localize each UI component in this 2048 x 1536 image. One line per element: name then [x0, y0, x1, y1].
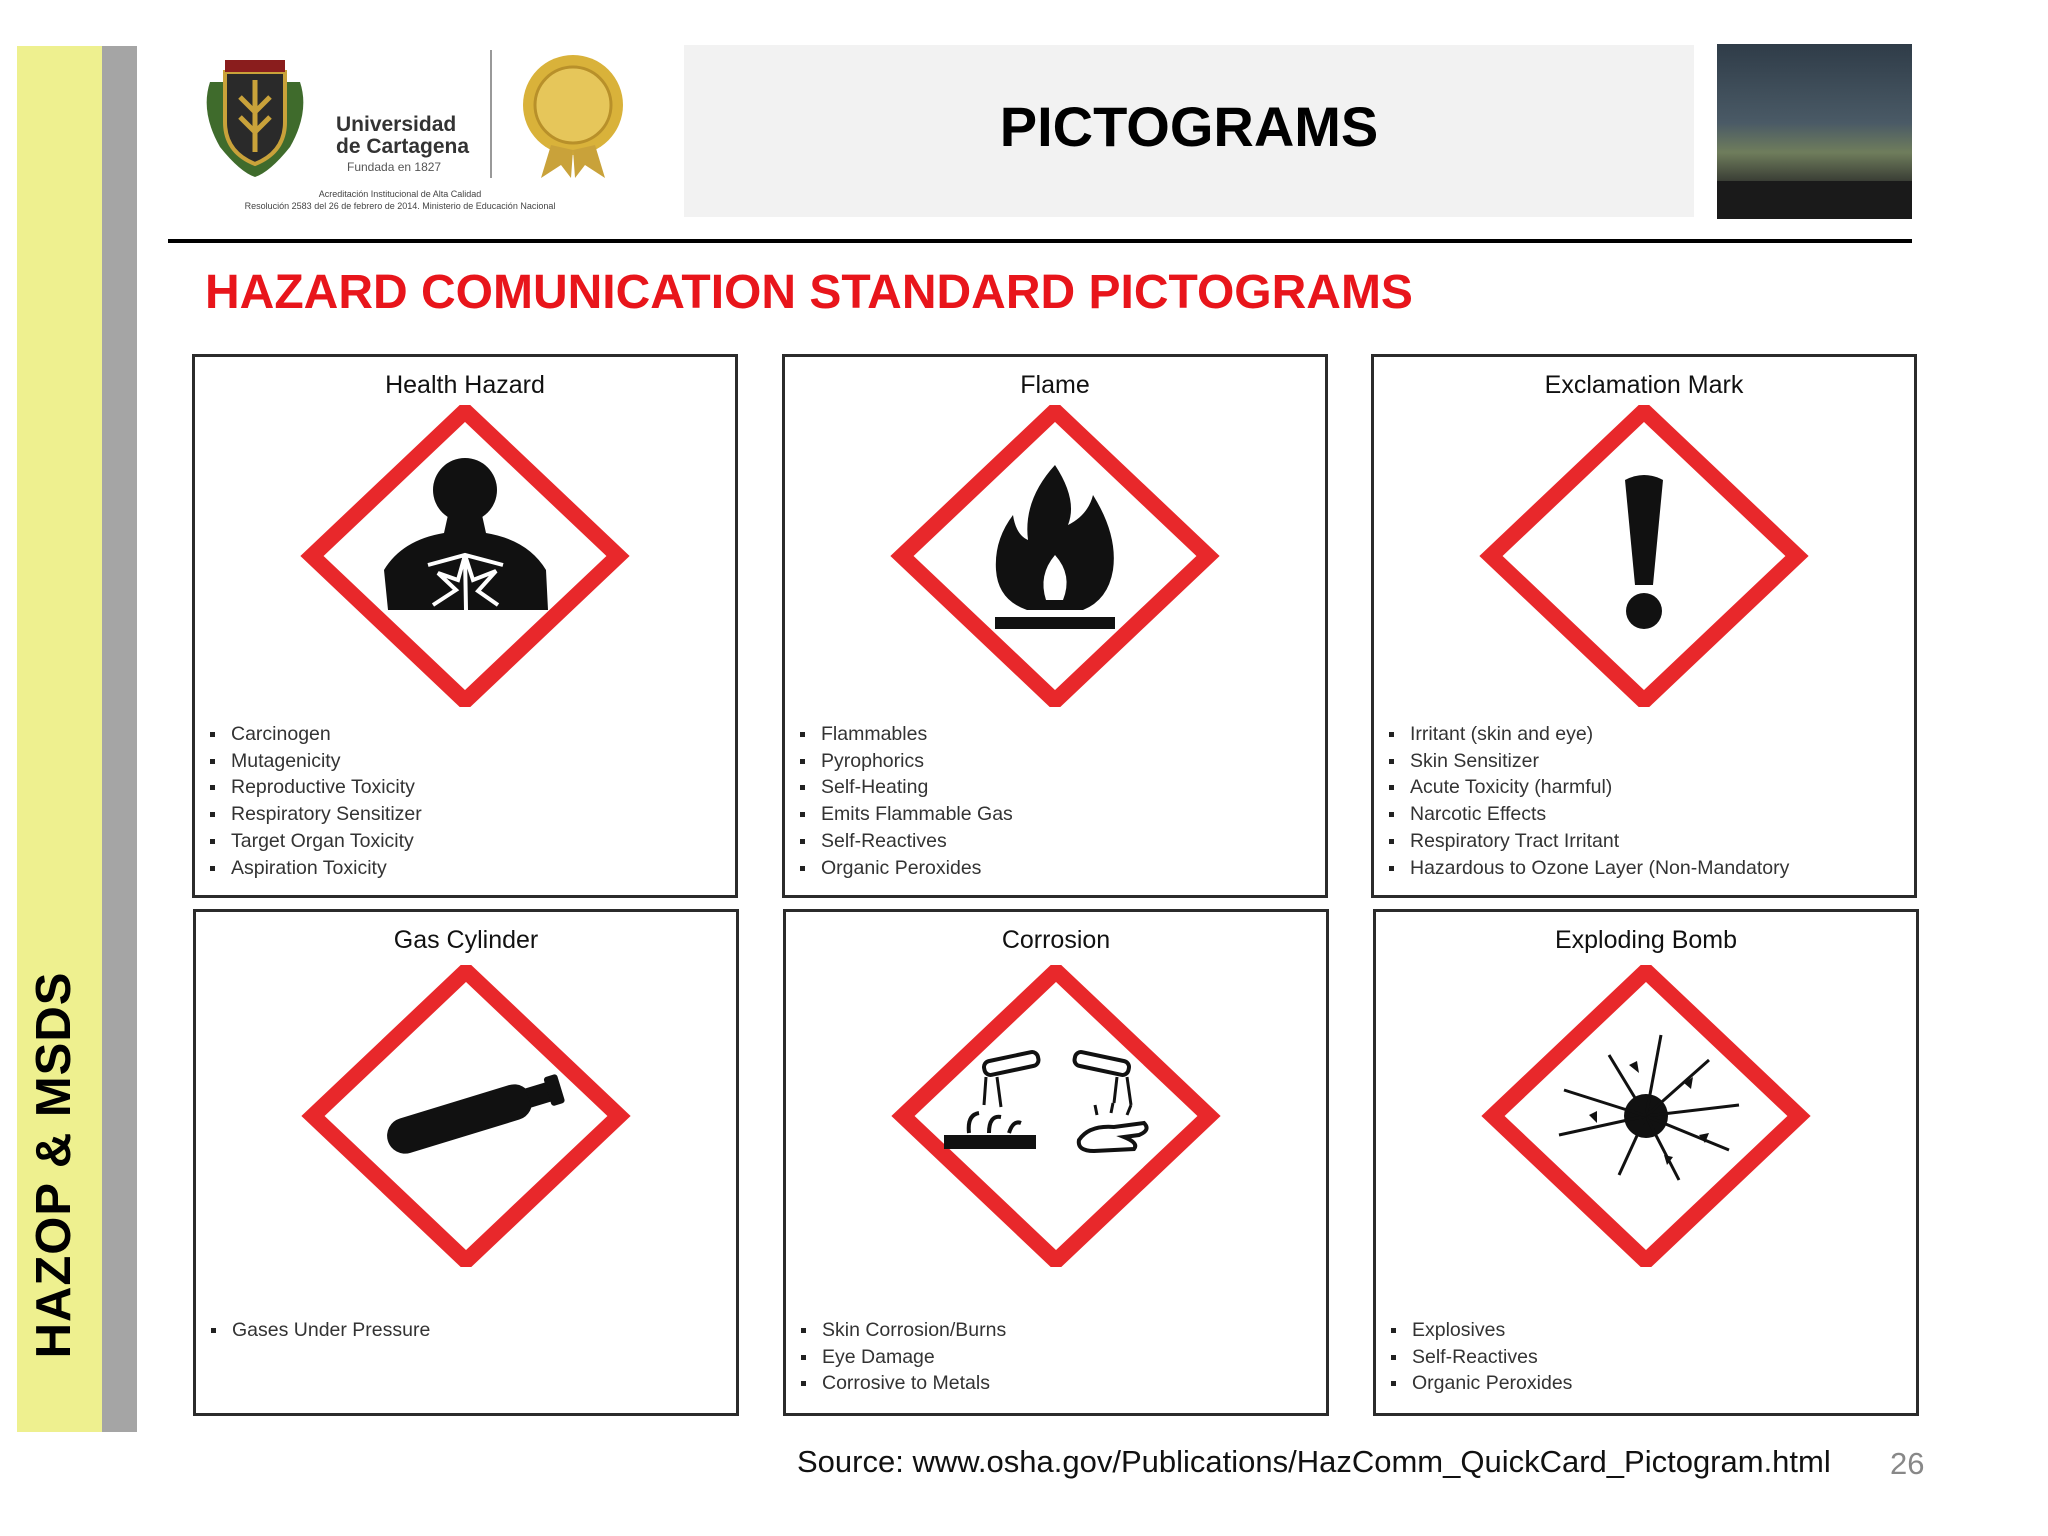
list-item: Corrosive to Metals [822, 1370, 1006, 1397]
pictogram-card-health-hazard [192, 354, 738, 898]
card-items [800, 1317, 1006, 1397]
book-cover-image [1717, 44, 1912, 219]
header-divider [168, 239, 1912, 243]
card-title: Exploding Bomb [1554, 926, 1738, 954]
gas-cylinder-icon [299, 965, 633, 1267]
card-title: Health Hazard [385, 371, 545, 399]
page-number: 26 [1890, 1446, 1925, 1481]
list-item: Respiratory Tract Irritant [1410, 828, 1789, 855]
list-item: Acute Toxicity (harmful) [1410, 774, 1789, 801]
card-title: Corrosion [1001, 926, 1111, 954]
card-items [1388, 721, 1789, 881]
card-title: Flame [1020, 371, 1090, 399]
book-cover-bar [1717, 181, 1912, 219]
list-item: Explosives [1412, 1317, 1572, 1344]
card-title: Gas Cylinder [393, 926, 539, 954]
list-item: Gases Under Pressure [232, 1317, 430, 1344]
list-item: Target Organ Toxicity [231, 828, 422, 855]
flame-icon [888, 405, 1222, 707]
list-item: Narcotic Effects [1410, 801, 1789, 828]
list-item: Irritant (skin and eye) [1410, 721, 1789, 748]
university-crest-icon [190, 52, 320, 182]
list-item: Self-Reactives [1412, 1344, 1572, 1371]
section-subtitle: HAZARD COMUNICATION STANDARD PICTOGRAMS [205, 266, 1413, 319]
card-items [209, 721, 422, 881]
list-item: Pyrophorics [821, 748, 1013, 775]
pictogram-card-corrosion [783, 909, 1329, 1416]
card-title: Exclamation Mark [1544, 371, 1744, 399]
list-item: Respiratory Sensitizer [231, 801, 422, 828]
list-item: Self-Reactives [821, 828, 1013, 855]
list-item: Hazardous to Ozone Layer (Non-Mandatory [1410, 855, 1789, 882]
university-logo-block [190, 50, 610, 220]
exploding-bomb-icon [1479, 965, 1813, 1267]
list-item: Flammables [821, 721, 1013, 748]
university-name-line1: Universidad [336, 113, 457, 136]
university-founded: Fundada en 1827 [347, 160, 442, 174]
university-name-line2: de Cartagena [336, 135, 470, 158]
list-item: Skin Corrosion/Burns [822, 1317, 1006, 1344]
list-item: Organic Peroxides [1412, 1370, 1572, 1397]
page-title: PICTOGRAMS [999, 95, 1379, 158]
pictogram-card-flame [782, 354, 1328, 898]
card-items [210, 1317, 430, 1344]
pictogram-card-gas-cylinder [193, 909, 739, 1416]
list-item: Organic Peroxides [821, 855, 1013, 882]
list-item: Self-Heating [821, 774, 1013, 801]
list-item: Aspiration Toxicity [231, 855, 422, 882]
pictogram-card-exclamation-mark [1371, 354, 1917, 898]
list-item: Eye Damage [822, 1344, 1006, 1371]
list-item: Emits Flammable Gas [821, 801, 1013, 828]
pictogram-card-exploding-bomb [1373, 909, 1919, 1416]
sidebar-gray-band [102, 46, 137, 1432]
card-items [1390, 1317, 1572, 1397]
accreditation-line1: Acreditación Institucional de Alta Calidad [318, 189, 482, 199]
list-item: Skin Sensitizer [1410, 748, 1789, 775]
source-citation: Source: www.osha.gov/Publications/HazComm_QuickCard_Pictogram.html [797, 1444, 1831, 1479]
list-item: Mutagenicity [231, 748, 422, 775]
university-name [336, 114, 469, 158]
title-bar [684, 45, 1694, 217]
accreditation-text [190, 188, 610, 212]
logo-divider [490, 50, 492, 178]
accreditation-line2: Resolución 2583 del 26 de febrero de 2014. Ministerio de Educación Nacional [244, 201, 556, 211]
accreditation-seal-icon [516, 50, 631, 180]
health-hazard-icon [298, 405, 632, 707]
list-item: Carcinogen [231, 721, 422, 748]
card-items [799, 721, 1013, 881]
exclamation-mark-icon [1477, 405, 1811, 707]
list-item: Reproductive Toxicity [231, 774, 422, 801]
corrosion-icon [889, 965, 1223, 1267]
sidebar-label: HAZOP & MSDS [27, 971, 81, 1359]
